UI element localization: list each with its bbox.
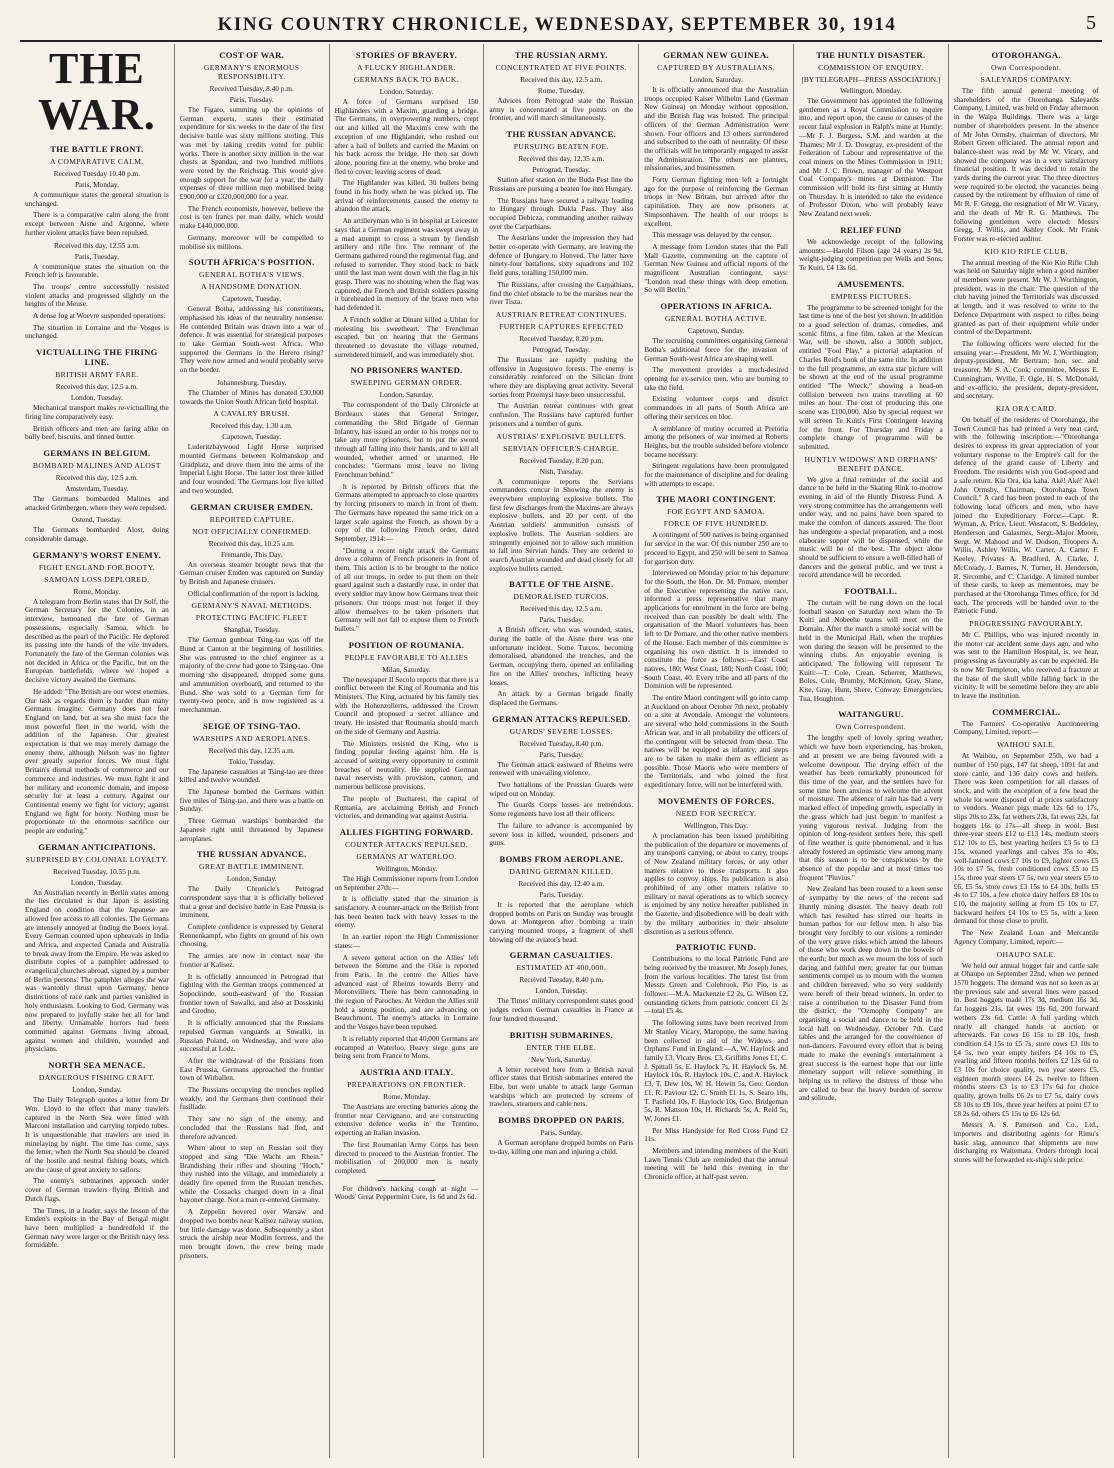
article-headline: GERMANY'S WORST ENEMY. xyxy=(32,549,162,560)
article-headline: AMUSEMENTS. xyxy=(837,278,905,289)
article-subheading: BOMBARD MALINES AND ALOST xyxy=(32,460,161,470)
article-headline: THE RUSSIAN ARMY. xyxy=(514,50,608,60)
article-paragraph: The programme to be screened tonight for the last time is one of the best yet shown. In addition to a good selection of dramas, comedies, and scenic films, a fine film, taken at the Mexican War, will be shown, also a 3000ft subject, entitled "Fool Play," a pictorial adaptation of Charles Reid's book of the same title. In addition to the full programme, an extra star picture will be shown at the end of the usual programme entitled "The Wreck," showing a head-on collision between two trains travelling at 60 miles an hour. The cost of producing this one scene was £100,000. Also by special request we will screen Te Kuiti's First Contingent leaving for the front. For Thursday and Friday a complete change of programme will be submitted. xyxy=(798,302,943,451)
article-paragraph: A communique reports the Servians commanders concur in Showing the enemy is everywhere employing explosive bullets. The first few discharges from the Maxims are always explosive bullets, and 20 per cent. of the Austrian soldiers' ammunition consists of explosive bullets. The Austrian soldiers are stringently enjoined not to allow such munition to fall into Servian hands. They are ordered to search Austrian wounded and dead closely for all explosive bullets carried. xyxy=(489,476,634,573)
article-paragraph: On behalf of the residents of Otorohanga, the Town Council has had printed a very neat card, with the following inscription:—"Otorohanga desires to express its great appreciation of your voluntary response to the Empire's call for the defence of the grand cause of Liberty and Freedom. The residents wish you God-speed and a safe return. Kia Ora, kia kaha. Aké! Aké! Aké! John Ormsby, Chairman, Otorohanga Town Council." A card has been posted to each of the following local officers and men, who have joined the Expeditionary Force:—Capt. R. Wyman, A. Price, Lieut. Westacott, S. Beddeley, Henderson and Galasmes, Sergt.-Major Moore, Sergt. W. Mahood and W. Dodson, Troopers A. Willis, Ashley Willis, W. Carter, A. Carter, F. Keeley, Privates A. Bradford, A. Clarke, J. McCready, J. Barnes, N. Turner, H. Henderson, R. Sircombe, and C. Claridge. A limited number of these cards, to keep as mementoes, may be purchased at the Otorohanga Times office, for 3d each. The proceeds will be handed over to the Patriotic Fund. xyxy=(953,414,1099,616)
article-paragraph: We give a final reminder of the social and dance to be held in the Skating Rink to-morrow evening in aid of the Huntly Distress Fund. A very strong committee has the arrangements well under way, and no pains have been spared to make the comfort of dancers assured. The floor has undergone a special preparation, and a most elaborate supper will be dispensed, while the music will be of the best. The object alone should be sufficient to ensure a well-filled hall of dancers and the general public, and we trust a record attendance will be recorded. xyxy=(798,474,943,580)
article-paragraph: It is officially stated that the situation is satisfactory. A counter-attack on the British front has been beaten back with heavy losses to the enemy. xyxy=(334,894,479,930)
masthead-rule xyxy=(20,40,1102,42)
article-subheading: ENTER THE ELBE. xyxy=(526,1042,597,1052)
article-paragraph: The Times, in a leader, says the lesson of the Emden's exploits in the Bay of Bengal might have been multiplied a hundredfold if the German navy were larger or the British navy less formidable. xyxy=(25,1205,169,1250)
article-subheading: COUNTER ATTACKS REPULSED. xyxy=(344,839,469,849)
article-dateline: Received this day, 10.25 a.m. xyxy=(208,538,295,548)
article-paragraph: We held our annual hogget fair and cattle sale at Ohaupo on September 22nd, when we penned 1570 hoggets. The demand was not so keen as at the previous sale and several lines were passed in. Best hoggets made 17s 3d, medium 16s 3d, fat hoggets 21s, fat ewes 19s 6d, 200 forward wethers 23s 6d. Cattle: A full yarding which nearly all changed hands at auction or afterwards. Fat cows £6 15s to £8 10s, fresh condition £4 15s to £5 7s, store cows £3 10s to £4 5s, two year empty heifers £4 10s to £5, yearling and fifteen months heifers £2 12s 6d to £3 10s for choice quality, two year steers £5, eighteen month steers £4 2s, twelve to fifteen months steers £3 1s to £3 17s 6d for choice quality, grown bulls £6 2s to £7 5s, dairy cows £8 10s to £9 10s, three year heifers at point £7 to £8 2s 6d, others £5 15s to £6 12s 6d. xyxy=(953,960,1099,1118)
article-subheading: A FLUCKY HIGHLANDER. xyxy=(357,63,456,72)
article-dateline: Received Tuesday 10.40 p.m. xyxy=(53,169,141,178)
article-paragraph: The High Commissioner reports from London on September 27th:— xyxy=(334,873,479,892)
article-subheading: WARSHIPS AND AEROPLANES. xyxy=(192,733,311,743)
article-paragraph: The German gunboat Tsing-tao was off the Bund at Canton at the beginning of hostilities. She was entrusted to the chief engineer as a majority of the crew had gone to Tsing-tao. One morning she disappeared, dropped some guns and ammunition overboard, and returned to the Bund. She was sold to a German firm for twenty-two pence, and is now registered as a merchantman. xyxy=(179,635,324,714)
article-paragraph: "During a recent night attack the Germans drove a column of French prisoners in front of them. This action is to be brought to the notice of all our troops, in order to put them on their guard against such a dastardly ruse, in order that every soldier may know how Germans treat their prisoners. Our troops must not forget if they allow themselves to be taken prisoners that Germany will not fail to expose them to French bullets." xyxy=(334,545,479,633)
article-subheading: DARING GERMAN KILLED. xyxy=(509,866,614,876)
article-subheading: FIGHT ENGLAND FOR BOOTY. xyxy=(38,562,155,572)
article-headline: OTOROHANGA. xyxy=(991,50,1061,60)
article-paragraph: A semblance of mutiny occurred at Pretoria among the prisoners of war interned at Roberts Heights, but the trouble subsided before violence became necessary. xyxy=(644,423,788,459)
article-subheading: Own Correspondent. xyxy=(990,63,1062,72)
article-dateline: Paris, Tuesday. xyxy=(74,251,119,261)
article-paragraph: A Zeppelin hovered over Warsaw and dropped two bombs near Kalisez railway station, but little damage was done. Subsequently a shot struck the airship near Modlin fortress, and the men brought down, the crew being made prisoners. xyxy=(179,1207,324,1260)
article-paragraph: The lengthy spell of lovely spring weather, which we have been experiencing, has broken, and at present we are being favoured with a welcome downpour. The drying effect of the weather has been remarkably pronounced for this time of the year, and the settlers have for some time been anxious to welcome the advent of moisture. The absence of rain has had a very marked effect of impeding growth, especially in the grass which had just begun to manifest a young vigorous revival. Judging from the opinion of long-resident settlers here, this spell of fine weather is quite phenomenal, and it has already fostered an optimistic view among many that this season is to be conspicuous by the absence of the popular and at most times too frequent "Pluvius." xyxy=(798,733,943,882)
article-paragraph: The Japanese bombed the Germans within five miles of Tsing-tao, and there was a battle on Sunday. xyxy=(179,787,324,814)
article-paragraph: Germany, moreover will be compelled to mobilise six millions. xyxy=(179,232,324,251)
article-paragraph: There is a comparative calm along the front except between Aisne and Argonne, where further violent attacks have been repulsed. xyxy=(25,210,169,237)
article-paragraph: The Times' military correspondent states good judges reckon German casualties in France at four hundred thousand. xyxy=(489,996,634,1023)
article-paragraph: Forty German fighting men left a fortnight ago for the purpose of reinforcing the German troops in New Britain, but arrived after the capitulation. They are now prisoners at Simpsonhaven. The health of our troops is excellent. xyxy=(644,175,788,228)
article-paragraph: The Austrians are erecting batteries along the frontier near Cervignano, and are constructing extensive defence works in the Trentino, expecting an Italian invasion. xyxy=(334,1101,479,1138)
article-dateline: Paris, Tuesday. xyxy=(229,95,274,104)
article-paragraph: It is officially announced that the Russians repulsed German vanguards at Suwalki, in Russian Poland, on Wednesday, and were also successful at Lodz. xyxy=(179,1018,324,1054)
article-dateline: Capetown, Sunday. xyxy=(687,326,745,336)
article-paragraph: It is reported by British officers that the Germans attempted to approach to close quarters by forcing prisoners to march in front of them. The Germans have repeated the same trick on a larger scale against the French, as shown by a copy of the following French order, dated September, 1914:— xyxy=(334,481,479,543)
article-headline: POSITION OF ROUMANIA. xyxy=(348,639,465,650)
article-dateline: Capetown, Tuesday. xyxy=(222,294,282,304)
article-dateline: Received Tuesday, 10.55 p.m. xyxy=(53,866,141,876)
article-dateline: Paris, Sunday. xyxy=(540,1128,583,1138)
article-paragraph: British officers and men are faring alike on bully beef, biscuits, and tinned butter. xyxy=(25,423,169,442)
article-dateline: Nish, Tuesday. xyxy=(539,466,583,476)
article-paragraph: A message from London states that the Pall Mall Gazette, commenting on the capture of German New Guinea and official reports of the magnificent Australian contingent, says: "London read these things with deep emotion. So will Berlin." xyxy=(644,241,788,295)
article-headline: COMMERCIAL. xyxy=(992,706,1061,717)
article-dateline: Received this day, 12.35 a.m. xyxy=(208,745,295,755)
article-paragraph: The correspondent of the Daily Chronicle at Bordeaux states that General Stringer, commanding the 58rd Brigade of German Infantry, has issued an order to his troops not to take any more prisoners, but to put the sword through all falling into their hands, and to kill all wounded, whether armed or unarmed. He concludes: "Germans must leave no living Frenchman behind." xyxy=(334,400,479,480)
article-dateline: Wellington, Monday. xyxy=(375,863,438,873)
article-headline: THE RUSSIAN ADVANCE. xyxy=(196,849,307,860)
article-dateline: Received this day, 12.35 a.m. xyxy=(518,154,605,164)
article-dateline: Received this day, 12.40 a.m. xyxy=(518,878,605,888)
article-headline: NORTH SEA MENACE. xyxy=(48,1060,146,1071)
article-subheading: GERMANS AT WATERLOO. xyxy=(356,851,457,861)
article-dateline: Received this day, 12.5 a.m. xyxy=(520,604,603,614)
article-paragraph: The enemy's submarines approach under cover of German trawlers flying British and Dutch flags. xyxy=(25,1176,169,1203)
article-paragraph: The Austrians under the impression they had better co-operate with Germany, are leaving the defence of Hungary to Honved. The latter have ninety-four battalions, sixty squadrons and 102 field guns, totalling 150,000 men. xyxy=(489,233,634,278)
article-headline: BRITISH SUBMARINES. xyxy=(509,1029,613,1040)
article-paragraph: New Zealand has been roused to a keen sense of sympathy by the news of the recent sad Huntly mining disaster. The heavy death roll which has resulted has stirred our hearts in human pathos for our fellow men. It also has brought very forcibly to our visions a reminder of the very grave risks which attend the labours of those who work deep down in the bowels of the earth; but much as we mourn the loss of such daring and faithful men; greater far our human sentiments compel us to mourn with the women and children bereaved, who so very suddenly were bereft of their bread winners. In order to raise a contribution to the Disaster Fund from the district, the "Ozmophy Company" are organising a social and dance to be held in the local hall on Wednesday, October 7th. Card tables and the arranged for the convenience of non-dancers. Favoured every effort that is being made to make the evening's entertainment a great success is the earnest hope that our little monetary support will relieve something in helping us to relieve the distress of those who are called to bear the heavy burden of sorrow and solitude. xyxy=(798,884,943,1103)
article-dateline: Tokio, Tuesday. xyxy=(228,756,275,766)
article-subheading: CONCENTRATED AT FIVE POINTS. xyxy=(495,63,627,72)
article-subheading: CAPTURED BY AUSTRALIANS. xyxy=(657,63,776,72)
section-banner: THE WAR. xyxy=(38,44,156,139)
article-paragraph: The Russians are rapidly pushing the offensive in Augustowo forests. The enemy is considerably reinforced on the Silician front where they are displaying great activity. Several sorties from Przemysl have been unsuccessful. xyxy=(489,354,634,399)
article-paragraph: The New Zealand Loan and Mercantile Agency Company, Limited, report:— xyxy=(953,928,1099,946)
article-dateline: Rome, Tuesday. xyxy=(537,86,585,95)
article-paragraph: An artilleryman who is in hospital at Leicester says that a German regiment was swept away in a mad attempt to cross a stream by fiendish artillery and rifle fire. The remnant of the Germans gathered round the regimental flag, and refused to surrender. They stood back to back until the last man went down with the flag in his grasp. There was no shouting when the flag was captured, the French and British soldiers passing it bareheaded in memory of the brave men who had defended it. xyxy=(334,216,479,313)
article-paragraph: An overseas steamer brought news that the German cruiser Emden was captured on Sunday by British and Japanese cruisers. xyxy=(179,559,324,586)
article-paragraph: Two battalions of the Prussian Guards were wiped out on Monday. xyxy=(489,780,634,798)
article-dateline: Received this day, 12.5 a.m. xyxy=(55,382,138,392)
article-paragraph: A letter received here from a British naval officer states that British submarines entered the Elbe, but were unable to attack large German warships which are protected by screens of trawlers, steamers and cable nets. xyxy=(489,1064,634,1109)
article-subheading: AUSTRIAN RETREAT CONTINUES. xyxy=(495,309,627,319)
article-paragraph: The situation in Lorraine and the Vosges is unchanged. xyxy=(25,322,169,341)
article-dateline: Wellington, This Day. xyxy=(684,820,749,830)
article-dateline: Wellington, Monday. xyxy=(840,86,902,95)
column-1 xyxy=(20,44,175,1458)
article-paragraph: Complete confidence is expressed by General Rennenkampf, who fights on ground of his own choosing. xyxy=(179,922,324,949)
article-paragraph: The armies are now in contact near the frontier at Kalisez. xyxy=(179,951,324,969)
article-paragraph: The Figaro, summing up the opinions of German experts, states their estimated expenditure for six weeks to the date of the first decisive battle was sixty millions sterling. This was met by taking credits voted for public works. There is another sixty million in the war chests at Spandau, and two hundred millions were voted by the Reichstag. This would give enough support for the war for a year, the daily expenses of three million men mobilised being £900,000 or £320,000,000 for a year. xyxy=(179,105,324,202)
article-headline: GERMANS IN BELGIUM. xyxy=(43,447,151,458)
article-paragraph: This message was delayed by the censor. xyxy=(652,230,772,240)
article-subheading: ESTIMATED AT 400,000. xyxy=(516,963,607,973)
article-paragraph: The Germans bombarded Malines and attacked Grimbergen, where they were repulsed. xyxy=(25,493,169,512)
article-dateline: Rome, Monday. xyxy=(73,586,121,596)
article-paragraph: The French economists, however, believe the cost is ten francs per man daily, which would make £440,000,000. xyxy=(179,203,324,231)
article-paragraph: The Highlander was killed, 30 bullets being found in his body when he was picked up. The arrival of reinforcements caused the enemy to abandon the attack. xyxy=(334,178,479,214)
article-dateline: Milan, Saturday. xyxy=(382,664,431,674)
article-dateline: London, Tuesday. xyxy=(70,393,123,403)
article-paragraph: The German attack eastward of Rheims were renewed with unavailing violence. xyxy=(489,759,634,778)
article-dateline: Fremantle, This Day. xyxy=(220,549,283,559)
article-headline: COST OF WAR. xyxy=(219,50,285,60)
article-headline: VICTUALLING THE FIRING LINE. xyxy=(36,347,158,368)
article-paragraph: The Austrian retreat continues with great confusion. The Russians have captured further prisoners and a number of guns. xyxy=(489,401,634,428)
column-5 xyxy=(639,44,794,1458)
article-subheading: GENERAL BOTHA'S VIEWS. xyxy=(199,270,305,280)
article-dateline: London, Tuesday. xyxy=(535,986,588,996)
article-dateline: [BY TELEGRAPH—PRESS ASSOCIATION.] xyxy=(801,75,941,84)
article-subheading: FORCE OF FIVE HUNDRED. xyxy=(663,519,769,529)
article-paragraph: The first Roumanian Army Corps has been directed to proceed to the Austrian frontier. The mobilisation of 200,000 men is nearly completed. xyxy=(334,1139,479,1175)
article-subheading: GUARDS' SEVERE LOSSES. xyxy=(509,726,613,736)
article-paragraph: The Russians have secured a railway leading to Hungary through Dukla Pass. They also occupied Debicza, commanding another railway over the Carpathians. xyxy=(489,195,634,231)
article-paragraph: A British officer, who was wounded, states, during the battle of the Aisne there was one unfortunate incident. Some Turcos, becoming demoralised, abandoned the trenches, and the German, occupying them, opened an enfilading fire on the Allies' trenches, inflicting heavy losses. xyxy=(489,625,634,687)
article-paragraph: A severe general action on the Allies' left between the Somme and the Oise is reported from Paris. In the centre the Allies have advanced east of Rheims towards Berry and Moronvilliers. There has been cannonading in the region of Paroches. At Verdun the Allies still hold a strong position, and are advancing on Beauchmont. The enemy's attacks in Lorraine and the Vosges have been repulsed. xyxy=(334,952,479,1032)
article-paragraph: Advices from Petrograd state the Russian army is concentrated at five points on the frontier, and will march simultaneously. xyxy=(489,96,634,123)
article-subheading: SAMOAN LOSS DEPLORED. xyxy=(44,574,150,584)
article-paragraph: It is officially announced in Petrograd that fighting with the German troops commenced at Sopockinde, south-eastward of the Russian frontier town of Suwalki, and also at Dosskinki and Grodno. xyxy=(179,971,324,1016)
article-subheading: GERMANY'S ENORMOUS RESPONSIBILITY. xyxy=(203,63,300,81)
article-paragraph: Contributions to the local Patriotic Fund are being received by the treasurer, Mr Joseph Jones, from the various localities. The latest list from Messrs Green and Colebrook, Pio Pio, is as follows:—M.A. Mackenzie £2 2s, G. Wilson £2, outstanding tickets from patriotic concert £1 2s—total £5 4s. xyxy=(644,954,788,1016)
article-subheading: REPORTED CAPTURE. xyxy=(209,514,294,524)
article-paragraph: The following officers were elected for the ensuing year:—President, Mr W. J. Worthington; deputy-president, Mr Bertram; hon. sec. and treasurer, Mr S. A. Cook; committee, Messrs E. Cunningham, Wyllie, F. Ogle, H. S. McDonald, and ex-officio, the president, deputy-president, and secretary. xyxy=(953,338,1099,401)
article-dateline: Petrograd, Tuesday. xyxy=(532,165,591,175)
article-dateline: Shanghai, Tuesday. xyxy=(223,625,280,635)
article-paragraph: The Russians occupying the trenches replied weakly, and the Germans then continued their fusillade. xyxy=(179,1085,324,1112)
article-paragraph: A force of Germans surprised 150 Highlanders with a Maxim, guarding a bridge. The Germans, in overpowering numbers, crept out and killed all the Maxim's crew with the exception of one Highlander, who rushed out after a hail of bullets and carried the Maxim on his back across the bridge. He then sat down alone, pouring fire at the enemy, who broke and fled to cover, leaving scores of dead. xyxy=(334,97,479,176)
article-subheading: A CAVALRY BRUSH. xyxy=(213,409,290,419)
article-paragraph: Members and intending members of the Kuiti Lawn Tennis Club are reminded that the annual meeting will be held this evening in the Chronicle office, at half-past seven. xyxy=(644,1146,788,1182)
article-subheading: GERMANY'S NAVAL METHODS. xyxy=(191,601,312,611)
article-dateline: Received Tuesday, 8.20 p.m. xyxy=(519,455,604,465)
article-paragraph: We acknowledge receipt of the following amounts:—Harold Filson (age 24 years) 2s 9d, weight-judging competition per Wells and Sons, Te Kuiti, £4 13s 6d. xyxy=(798,236,943,272)
column-3 xyxy=(330,44,485,1458)
article-paragraph: The following sums have been received from Mr Stanley Vicary, Maropope, the same having been collected in aid of the Widows and Orphans' Fund in England:—A. W. Haylock and family £3, Vicary Bros. £3, Griffiths Jones £1, C. J. Spittall 5s, E. Haylock 7s, H. Haylock 5s, M. Haylock 10s, R. Haylock 10s, C. and A. Haylock £3, T. Dew 10s, W. H. Hewitt 5s, Geo. Gordon £1, R. Paviour £2, C. Smith £1 1s, S. Searo 10s, T. Pasfield 10s, F. Haylock 10s, Geo. Bridgeman 5s, R. Mattson 10s, H. Richards 5s, A. Reid 5s, W. Jones £1. xyxy=(644,1018,788,1123)
article-headline: NO PRISONERS WANTED. xyxy=(350,365,463,376)
article-subheading: PEOPLE FAVORABLE TO ALLIES xyxy=(344,652,469,662)
article-dateline: London, Saturday. xyxy=(379,390,434,400)
article-dateline: London, Tuesday. xyxy=(70,877,123,887)
article-dateline: Received this day, 1.30 a.m. xyxy=(210,421,293,431)
article-paragraph: Luderitzbaywood Light Horse surprised mounted Germans between Kolmanskop and Gradplatz, and drove them into the arms of the Imperial Light Horse. The latter lost three killed and four wounded. The Germans lost five killed and two wounded. xyxy=(179,442,324,495)
article-subheading: NEED FOR SECRECY. xyxy=(675,808,757,818)
article-subheading: GENERAL BOTHA ACTIVE. xyxy=(664,314,768,324)
column-2 xyxy=(175,44,330,1458)
article-paragraph: The fifth annual general meeting of shareholders of the Otorohanga Saleyards Company, Limited, was held on Friday afternoon in the Waipa Buildings. There was a large number of shareholders present. In the absence of Mr John Ormsby, chairman of directors, Mr Robert Green officiated. The annual report and balance-sheet was read by Mr W. Vicary, and showed the company was in a very satisfactory financial position. It was decided to retain the yards during the current year. The three directors were required to be elected, the vacancies being caused by the retirement by effluxion of time of Mr R. F. Gregg, the resignation of Mr W. Vicary, and the death of Mr R. G. Matthews. The following gentlemen were elected: Messrs Gregg, J. Willis, and Ashley Cook. Mr Frank Forster was re-elected auditor. xyxy=(953,86,1099,243)
page-number: 5 xyxy=(1086,12,1096,34)
article-paragraph: A German aeroplane dropped bombs on Paris to-day, killing one man and injuring a child. xyxy=(489,1138,634,1156)
article-subheading: KIA ORA CARD. xyxy=(995,403,1057,413)
article-dateline: Petrograd, Tuesday. xyxy=(532,344,591,354)
article-paragraph: An Australian recently in Berlin states among the lies circulated is that Japan is assisting England on condition that the Japanese are allowed free access to all colonies. The Germans are intensely annoyed at finding the Boers loyal. Every German counted upon upheavals in India and Africa, and expected Canada and Australia to break away from the Empire. He was asked to distribute copies of a pamphlet addressed to evangelical churches abroad, signed by a number of Berlin persons. The pamphlet alleges the war was wantonly thrust upon Germany, hence distinctions of race rank and parties vanished in holy enthusiasm. Looking to God, Germany was now prepared to joyfully stake her all for land and liberty. Unnamable horrors had been committed against Germans living abroad, against women and children, wounded and physicians. xyxy=(25,887,169,1054)
article-paragraph: General Botha, addressing his constituents, emphasised his ideas of the neutrality nonsense. He contended Britain was drawn into a war of defence. It was essential for strategical purposes to take German South-west Africa. Who supported the Germans in the Herero rising? They were now armed and would probably serve on the border. xyxy=(179,304,324,375)
article-dateline: Received Tuesday, 8.40 p.m. xyxy=(519,738,604,748)
article-subheading: HUNTLY WIDOWS' AND ORPHANS' BENEFIT DANCE. xyxy=(804,454,938,473)
article-paragraph: The failure to advance is accompanied by severe loss in killed, wounded, prisoners and guns. xyxy=(489,820,634,848)
article-dateline: Johannesburg, Tuesday. xyxy=(217,377,287,387)
article-dateline: Received Tuesday, 8.20 p.m. xyxy=(519,333,604,343)
article-paragraph: Messrs A. S. Patterson and Co., Ltd., importers and distributing agents for Rimu's basic slag, announce that shipments are now discharging ex Waitemata. Orders through local stores will be forwarded ex-ship's side price. xyxy=(953,1120,1099,1165)
article-paragraph: The newspaper Il Secolo reports that there is a conflict between the King of Roumania and his Ministers. The King, actuated by his family ties with the Hohenzollerns, addressed the Crown Council and proposed a secret alliance and treaty. He insisted that Roumania should march on the side of Germany and Austria. xyxy=(334,674,479,736)
article-headline: OPERATIONS IN AFRICA. xyxy=(660,301,772,312)
article-paragraph: The recruiting committees organising General Botha's additional force for the invasion of German South-west Africa are shaping well. xyxy=(644,336,788,363)
article-paragraph: A communique states the general situation is unchanged. xyxy=(25,190,169,208)
article-paragraph: The Guards Corps losses are tremendous. Some regiments have lost all their officers. xyxy=(489,800,634,819)
article-dateline: Ostend, Tuesday. xyxy=(71,515,122,525)
article-paragraph: Stringent regulations have been promulgated for the maintenance of discipline and for dealing with attempts to escape. xyxy=(644,461,788,488)
article-paragraph: Interviewed on Monday prior to his departure for the South, the Hon. Dr. M. Pomare, member of the Executive representing the native race, informed a press representative that many applications for enrolment in the force are being received than can possibly be dealt with. The organisation of the Maori volunteers has been left to Dr Pomare, and the other native members of the House. Each member of this committee is organising his own district. It is intended to constitute the force as follows:—East Coast natives, 180; West Coast, 180; North Coast, 100; South Coast, 40. Every tribe and all parts of the Dominion will be represented. xyxy=(644,568,788,691)
article-subheading: AUSTRIAS' EXPLOSIVE BULLETS. xyxy=(496,431,627,441)
article-dateline: Received Tuesday, 8.40 p.m. xyxy=(519,975,604,985)
article-subheading: A COMPARATIVE CALM. xyxy=(50,157,144,166)
article-paragraph: After the withdrawal of the Russians from East Prussia, Germans approached the frontier town of Wirballen. xyxy=(179,1055,324,1083)
article-paragraph: A dense fog at Woevre suspended operations. xyxy=(33,311,166,321)
article-headline: PATRIOTIC FUND. xyxy=(676,942,757,953)
newspaper-columns xyxy=(20,44,1104,1458)
article-dateline: Received this day, 12.5 a.m. xyxy=(520,75,603,84)
divider xyxy=(378,1180,436,1181)
article-headline: AUSTRIA AND ITALY. xyxy=(359,1066,454,1077)
article-subheading: GERMANS BACK TO BACK. xyxy=(353,75,460,84)
masthead xyxy=(0,0,1114,40)
article-subheading: DEMORALISED TURCOS. xyxy=(513,592,610,602)
article-headline: BATTLE OF THE AISNE. xyxy=(509,579,614,590)
article-headline: GERMAN ATTACKS REPULSED. xyxy=(492,713,631,724)
article-paragraph: They saw no sign of the enemy, and concluded that the Russians had fled, and therefore advanced. xyxy=(179,1114,324,1141)
article-paragraph: It is reported that the aeroplane which dropped bombs on Paris on Sunday was brought down at Montgeron after bombing a train carrying mounted troops, a fragment of shell blowing off the aviator's head. xyxy=(489,899,634,944)
article-dateline: Received this day, 12.55 a.m. xyxy=(53,240,140,250)
article-subheading: A HANDSOME DONATION. xyxy=(201,282,303,292)
article-paragraph: Mr C. Phillips, who was injured recently in the motor car accident some days ago, and who was sent to the Hamilton Hospital, is, we hear, progressing as favourably as can be expected. He is now Mr Templeton, who received a fracture at the base of the skull while falling back in the vicinity. It will be sometime before they are able to leave the institution. xyxy=(953,630,1099,700)
article-subheading: DANGEROUS FISHING CRAFT. xyxy=(38,1073,155,1083)
article-headline: THE RUSSIAN ADVANCE. xyxy=(506,129,617,140)
column-7 xyxy=(949,44,1104,1458)
article-paragraph: A contingent of 500 natives is being organised for service in the war. Of this number 250 are to proceed to Egypt, and 250 will be sent to Samoa for garrison duty. xyxy=(644,530,788,566)
article-paragraph: Three German warships bombarded the Japanese right until threatened by Japanese aeroplanes. xyxy=(179,816,324,843)
article-dateline: Rome, Monday. xyxy=(383,1091,430,1101)
article-paragraph: For children's hacking cough at night — Woods' Great Peppermint Cure, 1s 6d and 2s 6d. xyxy=(334,1183,479,1202)
article-headline: GERMAN ANTICIPATIONS. xyxy=(38,841,156,852)
article-paragraph: The Farmers' Co-operative Auctioneering Company, Limited, report:— xyxy=(953,718,1099,737)
article-subheading: FOR EGYPT AND SAMOA. xyxy=(667,507,766,517)
article-headline: THE HUNTLY DISASTER. xyxy=(816,50,926,60)
article-subheading: SURPRISED BY COLONIAL LOYALTY. xyxy=(25,854,169,864)
article-paragraph: The Chamber of Mines has donated £30,000 towards the Union South African field hospital. xyxy=(179,387,324,406)
article-paragraph: Per Miss Handyside for Red Cross Fund £2 11s. xyxy=(644,1125,788,1144)
article-paragraph: The Russians, after crossing the Carpathians, find the chief obstacle to be the marshes near the river Tisza. xyxy=(489,279,634,307)
article-subheading: EMPRESS PICTURES. xyxy=(830,291,911,301)
article-headline: THE MAORI CONTINGENT. xyxy=(656,494,776,505)
column-4 xyxy=(484,44,639,1458)
article-headline: ALLIES FIGHTING FORWARD. xyxy=(339,826,474,837)
article-subheading: KIO KIO RIFLE CLUB. xyxy=(984,246,1068,256)
article-subheading: Own Correspondent. xyxy=(835,722,907,732)
article-paragraph: The movement provides a much-desired opening for ex-service men, who are burning to take the field. xyxy=(644,365,788,392)
article-subheading: BRITISH ARMY FARE. xyxy=(55,370,139,380)
article-dateline: New York, Saturday. xyxy=(531,1054,592,1064)
article-subheading: PROGRESSING FAVOURABLY. xyxy=(969,619,1083,629)
article-paragraph: He added: "The British are our worst enemies. Our task as regards them is harder than many Germans imagine. Germany does not fear England on land, but at sea she must face the most powerful fleet in the world, with the addition of the Japanese. Our greatest expectation is that we may merely damage the enemy there, although Nelson was no fighter over greatly superior forces. We must fight Britain's dismal methods of commerce and our commerce and industries. We must fight it and her military and economic domain, and impose security for at least a century. Against our Continental enemy we fight for victory; against England we fight for booty. Nothing must be proportionate to the enormous sacrifice our people are enduring." xyxy=(25,686,169,836)
article-paragraph: The annual meeting of the Kio Kio Rifle Club was held on Saturday night when a good number of members were present. Mr W. J. Worthington, president, was in the chair. The question of the club having joined the Territorials was discussed at length, and it was resolved to write to the Defence Department with respect to rifles being granted as part of their equipment while under control of the Department. xyxy=(953,257,1099,337)
article-dateline: Paris, Monday. xyxy=(74,180,119,189)
article-headline: THE BATTLE FRONT. xyxy=(50,144,144,154)
article-paragraph: The Ministers resisted the King, who is finding popular feeling against him. He is accused of seizing every opportunity to commit breaches of neutrality. He supplied German naval reservists with provision, cannon, and numerous bellicose provisions. xyxy=(334,738,479,792)
article-dateline: Amsterdam, Tuesday. xyxy=(65,483,129,493)
article-paragraph: A proclamation has been issued prohibiting the publication of the departure or movements of any transports carrying, or about to carry, troops of New Zealand military forces, or any other matters relative to those transports. It also applies to convoy ships. Its publication is also prohibited of any other matters relative to military or naval operations as to which secrecy is enjoined by any notice hereafter published in the Gazette, and disobedience will be dealt with by the military authorities in their absolute discretion as a serious offence. xyxy=(644,830,788,936)
article-paragraph: The Daily Chronicle's Petrograd correspondent says that it is officially believed that a great and decisive battle in East Prussia is imminent. xyxy=(179,884,324,920)
article-headline: BOMBS DROPPED ON PARIS. xyxy=(498,1115,625,1126)
article-paragraph: The Daily Telegraph quotes a letter from Dr Wm. Lloyd to the effect that many trawlers captured in the North Sea were fitted with Marconi installation and carrying torpedo tubes. It is unquestionable that trawlers are used in minelaying by night. The time has come, says the letter, when the North Sea should be cleared of the hostile and neutral fishing boats, which are the cause of great anxiety to sailors. xyxy=(25,1095,169,1174)
article-headline: GERMAN CRUISER EMDEN. xyxy=(190,501,313,512)
article-headline: SOUTH AFRICA'S POSITION. xyxy=(188,257,315,268)
article-paragraph: When about to step on Russian soil they stopped and sang "Die Wacht am Rhein." Brandishing their rifles and shouting "Hoch," they rushed into the village, and immediately a deadly fire opened from the Russian trenches, while the Cossacks charged down in a final bayonet charge. Not a man re-entered Germany. xyxy=(179,1143,324,1205)
article-subheading: FURTHER CAPTURES EFFECTED xyxy=(499,321,624,331)
article-paragraph: The people of Bucharest, the capital of Rumania, are acclaiming British and French victories, and demanding war against Austria. xyxy=(334,793,479,821)
column-6 xyxy=(794,44,949,1458)
article-dateline: Capetown, Tuesday. xyxy=(222,432,282,442)
article-paragraph: The troops' centre successfully resisted violent attacks and progressed slightly on the heights of the Meuse. xyxy=(25,281,169,309)
article-paragraph: Official confirmation of the report is lacking. xyxy=(187,588,320,598)
article-subheading: SALEYARDS COMPANY. xyxy=(980,75,1072,84)
article-subheading: NOT OFFICIALLY CONFIRMED. xyxy=(192,526,312,536)
article-dateline: London, Saturday. xyxy=(379,87,434,96)
article-subheading: SWEEPING GERMAN ORDER. xyxy=(350,378,463,388)
article-subheading: COMMISSION OF ENQUIRY. xyxy=(818,63,924,72)
article-headline: RELIEF FUND xyxy=(840,224,902,235)
article-subheading: WAIHOU SALE. xyxy=(996,740,1056,750)
article-subheading: SERVIAN OFFICER'S CHARGE. xyxy=(503,443,620,453)
article-headline: GERMAN CASUALTIES. xyxy=(509,950,613,961)
article-dateline: Paris, Tuesday. xyxy=(539,889,584,899)
article-headline: STORIES OF BRAVERY. xyxy=(355,50,458,60)
article-subheading: PROTECTING PACIFIC FLEET xyxy=(195,613,308,623)
article-dateline: Paris, Tuesday. xyxy=(539,749,584,759)
article-dateline: Received Tuesday, 8.40 p.m. xyxy=(209,84,294,93)
article-paragraph: The Government has appointed the following gentlemen as a Royal Commission to inquire into, and report upon, the cause or causes of the recent fatal explosion in Ralph's mine at Huntly:—Mr F. J. Burgess, S.M. and warden at the Thames; Mr J. D. Dowgray, ex-president of the Federation of Labour and representative of the coal miners on the Mines Commission in 1911; and Mr J. C. Brown, manager of the Westport Coal Company's mines at Denniston. The commission will hold its first sitting at Huntly on Thursday. It is intended to take the evidence of Professor Dixon, who will probably leave New Zealand next week. xyxy=(798,96,943,219)
article-paragraph: The Germans bombarded Alost, doing considerable damage. xyxy=(25,525,169,544)
article-subheading: GREAT BATTLE IMMINENT. xyxy=(199,862,305,872)
article-headline: SEIGE OF TSING-TAO. xyxy=(202,720,301,731)
article-headline: GERMAN NEW GUINEA. xyxy=(663,50,769,60)
article-paragraph: It is reliably reported that 40,000 Germans are encamped at Waterloo. Heavy siege guns are being sent from France to Mons. xyxy=(334,1033,479,1061)
article-paragraph: In an earlier report the High Commissioner states:— xyxy=(334,932,479,950)
article-paragraph: The Japanese casualties at Tsing-tao are three killed and twelve wounded. xyxy=(179,766,324,785)
article-dateline: Paris, Tuesday. xyxy=(539,615,584,625)
article-paragraph: A telegram from Berlin states that Dr Solf, the German Secretary for the Colonies, in an interview, bemoaned the fate of German possessions, especially Samoa, which he described as the pearl of the Pacific. He deplored its passing into the hands of the vile invaders. Fortunately the fate of the German colonies was not decided in Africa or the Pacific, but on the European battlefields, where we hoped a decisive victory awaited the Germans. xyxy=(25,596,169,685)
article-dateline: London, Sunday. xyxy=(226,874,277,884)
article-paragraph: Station after station on the Buda Pest line the Russians are pursuing a beaten foe into Hungary. xyxy=(489,175,634,193)
article-headline: FOOTBALL. xyxy=(844,586,898,597)
article-dateline: London, Sunday. xyxy=(72,1085,122,1095)
article-paragraph: The curtain will be rung down on the local football season on Saturday next when the Te Kuiti and Nobeehe teams will meet on the Domain. After the match a smoke social will be held in the Municipal Hall, when the trophies won during the season will be presented to the winning clubs. An enjoyable evening is anticipated. The following will represent Te Kuiti:—T. Cole, Crean, Scherrer, Matthews, Boles, Cole, Brumby, McKinnon, Gray, Slane, Kite, Gray, Hunt, Shere, Conway. Emergencies, Tua, Houghton. xyxy=(798,598,943,703)
article-headline: MOVEMENTS OF FORCES. xyxy=(657,795,775,806)
article-headline: BOMBS FROM AEROPLANE. xyxy=(499,853,624,864)
article-dateline: London, Saturday. xyxy=(689,75,743,84)
article-subheading: PREPARATIONS ON FRONTIER. xyxy=(347,1079,466,1089)
article-paragraph: It is officially announced that the Australian troops occupied Kaiser Wilhelm Land (German New Guinea) on Monday without opposition, and the British flag was hoisted. The principal officers of the German Administration were shown. Four officers and 13 others surrendered and subscribed to the oath of neutrality. Of these the officials will be temporarily engaged to assist the Administration. The others are planters, missionaries, and businessmen. xyxy=(644,85,788,173)
article-paragraph: A communique states the situation on the French left is favourable. xyxy=(25,261,169,280)
article-paragraph: A French soldier at Dinant killed a Uhlan for molesting his sweetheart. The Frenchman escaped, but on hearing that the Germans threatened to devastate the village returned, surrendered himself, and was immediately shot. xyxy=(334,314,479,359)
article-paragraph: Mechanical transport makes re-victualling the firing line comparatively easy. xyxy=(25,403,169,421)
article-dateline: Received this day, 12.5 a.m. xyxy=(55,472,138,482)
article-headline: WAITANGURU. xyxy=(838,709,904,720)
article-paragraph: Existing volunteer corps and district commandoes in all parts of South Africa are offering their services en bloc. xyxy=(644,394,788,421)
article-paragraph: An attack by a German brigade finally displaced the Germans. xyxy=(489,689,634,707)
article-subheading: OHAUPO SALE. xyxy=(996,949,1056,959)
newspaper-title: KING COUNTRY CHRONICLE, WEDNESDAY, SEPTEMBER 30, 1914 xyxy=(217,14,897,35)
article-subheading: PURSUING BEATEN FOE. xyxy=(513,142,609,152)
article-paragraph: At Waihou, on September 25th, we had a number of 150 pigs, 147 fat sheep, 1091 fat and store cattle, and 136 dairy cows and heifers. There was keen competition for all classes of stock, and with the exception of a few head the whole lot were disposed of at prices satisfactory to vendors. Weaner pigs made 12s 6d to 17s, slips 20s to 23s, fat wethers 23s, fat ewes 22s, fat hoggets 16s to 17s—all sheep in wool. Best three-year steers £12 to £13 14s, medium steers £12 10s to £5, best yearling heifers £3 5s to £3 15s, weaned yearlings and calves 35s to 40s, well-fattened cows £7 10s to £9, lighter cows £5 10s to £7 5s, fresh conditioned cows £5 to £5 15s, three year steers £7 5s, two year steers £5 to £6, £5 5s, store cows £3 15s to £4 10s, bulls £5 4s to £7 10s, a few choice dairy heifers £8 10s to £10, the majority selling at from £5 10s to £7, backward heifers £4 10s to £5 5s, with a keen demand for those close to profit. xyxy=(953,751,1099,926)
article-paragraph: The entire Maori contingent will go into camp at Auckland on about October 7th next, probably on a site at Avondale. Amongst the volunteers are several who hold commissions in the South African war, and in all probability the officers of the contingent will be selected from these. The natives will be equipped as infantry, and steps are to be taken to make them as efficient as possible. Those Maoris who were members of the Territorials, and who joined the first expeditionary force, will not be interfered with. xyxy=(644,693,788,790)
